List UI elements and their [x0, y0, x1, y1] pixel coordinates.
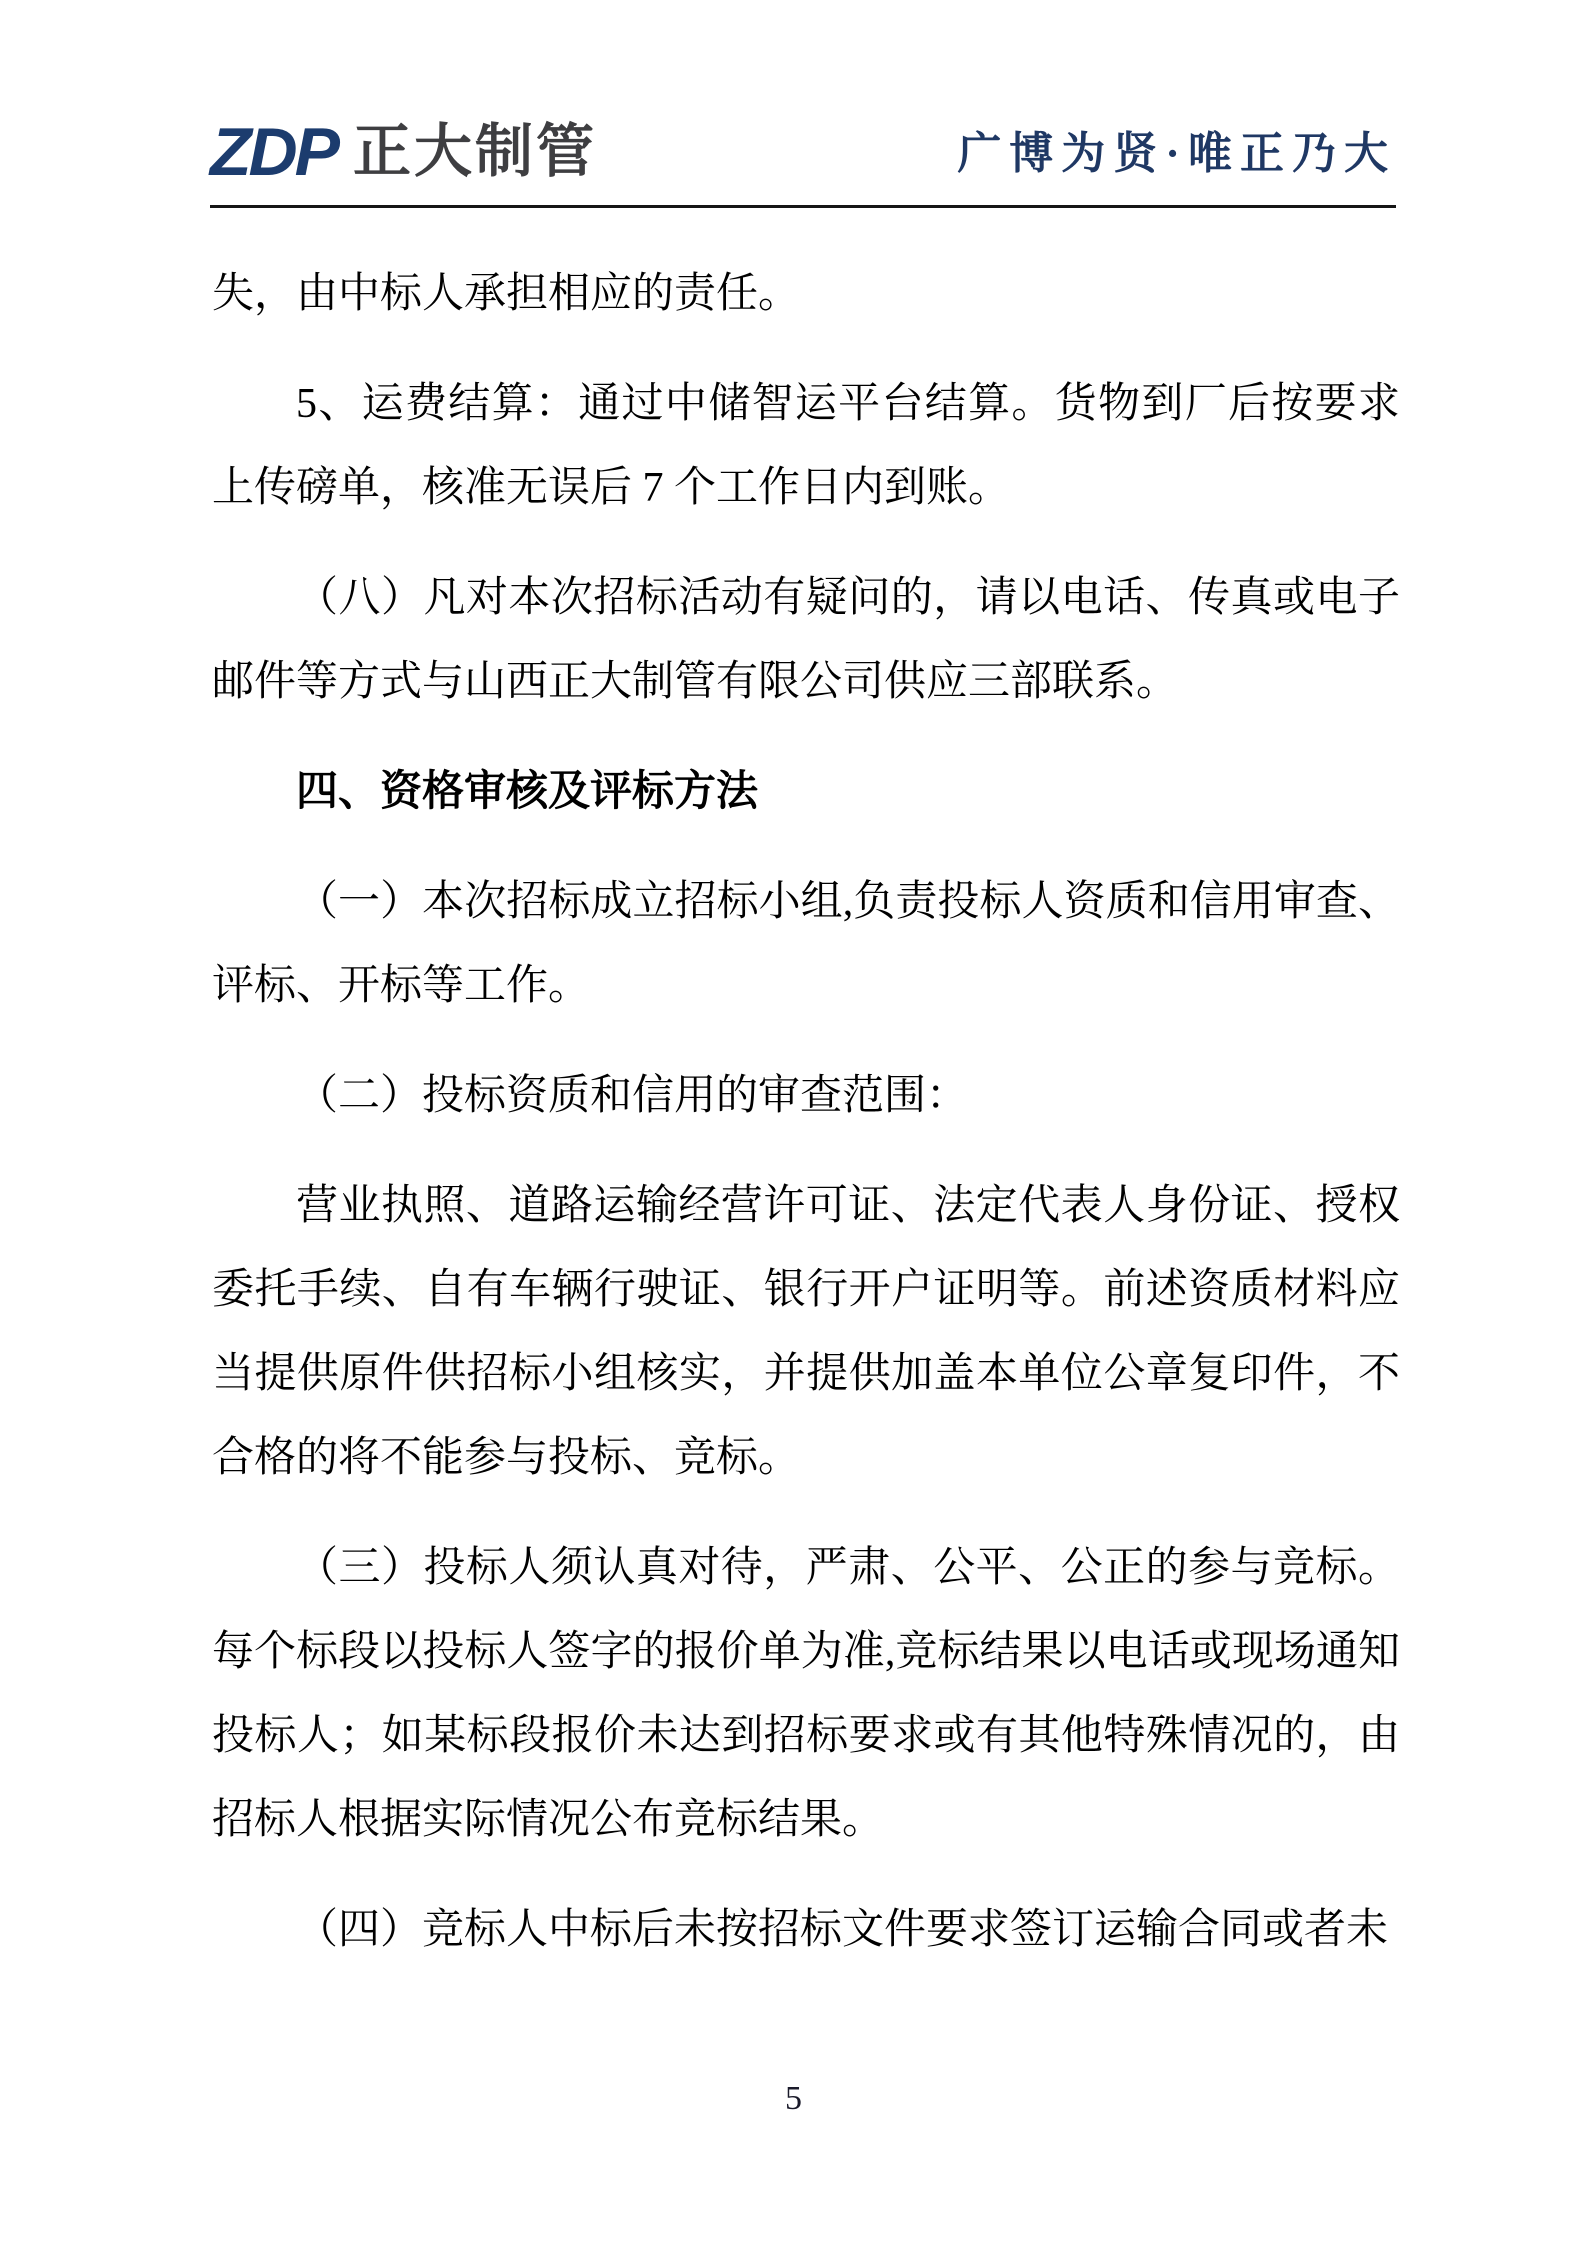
page-header: [210, 114, 1396, 190]
logo-abbr-zdp: ZDP: [210, 114, 337, 190]
body-paragraph: （四）竞标人中标后未按招标文件要求签订运输合同或者未: [296, 1907, 1389, 1953]
company-motto: 广博为贤·唯正乃大: [957, 129, 1396, 178]
body-paragraph: 失，由中标人承担相应的责任。: [212, 271, 801, 317]
header-rule: [210, 205, 1396, 208]
body-paragraph: （一）本次招标成立招标小组,负责投标人资质和信用审查、评标、开标等工作。: [212, 879, 1400, 1009]
body-paragraph: （三）投标人须认真对待，严肃、公平、公正的参与竞标。每个标段以投标人签字的报价单为准,竞标结果以电话或现场通知投标人；如某标段报价未达到招标要求或有其他特殊情况的，由招标人根据实际情况公布竞标结果。: [212, 1545, 1400, 1843]
body-paragraph: （二）投标资质和信用的审查范围：: [296, 1073, 969, 1119]
body-paragraph: （八）凡对本次招标活动有疑问的，请以电话、传真或电子邮件等方式与山西正大制管有限公司供应三部联系。: [212, 575, 1400, 705]
page-number: 5: [785, 2080, 802, 2117]
section-heading: 四、资格审核及评标方法: [296, 769, 759, 815]
body-paragraph: 5、运费结算：通过中储智运平台结算。货物到厂后按要求上传磅单，核准无误后 7 个工作日内到账。: [212, 381, 1400, 511]
body-paragraph: 营业执照、道路运输经营许可证、法定代表人身份证、授权委托手续、自有车辆行驶证、银行开户证明等。前述资质材料应当提供原件供招标小组核实，并提供加盖本单位公章复印件，不合格的将不能参与投标、竞标。: [212, 1183, 1400, 1481]
logo-company-name: 正大制管: [353, 119, 598, 184]
page-footer: [0, 2080, 1587, 2118]
company-logo: [210, 114, 598, 190]
document-body: [212, 252, 1400, 1998]
